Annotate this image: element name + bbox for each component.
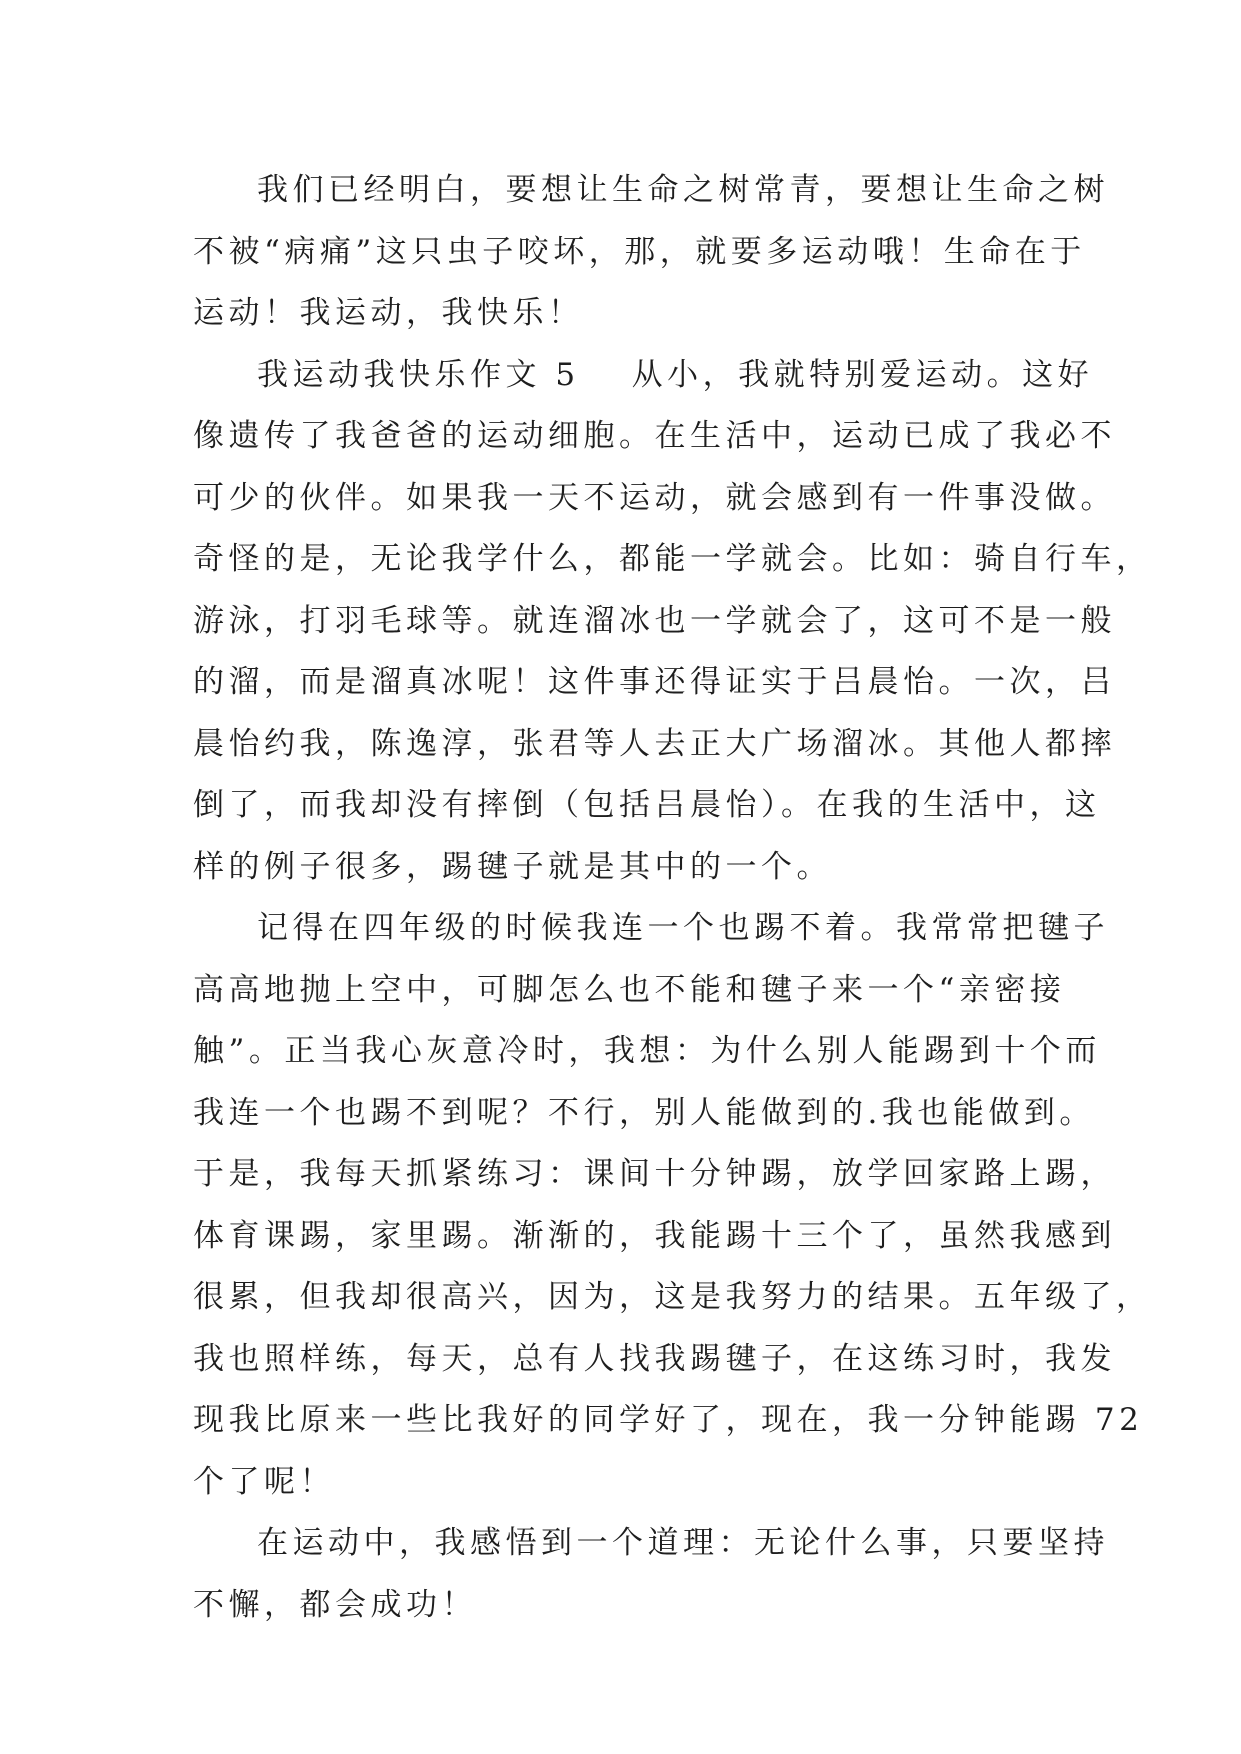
paragraph-3-line-3: 触”。正当我心灰意冷时，我想：为什么别人能踢到十个而 [193,1033,1101,1069]
paragraph-2-line-7: 倒了，而我却没有摔倒（包括吕晨怡）。在我的生活中，这 [193,787,1101,823]
paragraph-2-line-4: 游泳，打羽毛球等。就连溜冰也一学就会了，这可不是一般 [193,602,1116,639]
paragraph-4-line-1: 在运动中，我感悟到一个道理：无论什么事，只要坚持 [257,1525,1109,1561]
paragraph-1-line-1: 我们已经明白，要想让生命之树常青，要想让生命之树 [257,172,1109,208]
paragraph-3-line-1: 记得在四年级的时候我连一个也踢不着。我常常把毽子 [257,910,1109,946]
paragraph-3-line-2: 高高地抛上空中，可脚怎么也不能和毽子来一个“亲密接 [193,971,1066,1008]
paragraph-3-line-7: 很累，但我却很高兴，因为，这是我努力的结果。五年级了， [193,1279,1152,1315]
essay-heading-line [193,345,1094,407]
paragraph-3-line-4: 我连一个也踢不到呢？不行，别人能做到的.我也能做到。 [193,1094,1095,1131]
paragraph-3-line-5: 于是，我每天抓紧练习：课间十分钟踢，放学回家路上踢， [193,1156,1116,1192]
paragraph-4-line-2: 不懈，都会成功！ [193,1586,477,1623]
paragraph-1-line-2: 不被“病痛”这只虫子咬坏，那，就要多运动哦！生命在于 [193,233,1086,270]
paragraph-2-line-8: 样的例子很多，踢毽子就是其中的一个。 [193,848,832,885]
paragraph-3-line-9: 现我比原来一些比我好的同学好了，现在，我一分钟能踢 72 [193,1402,1144,1438]
paragraph-2-line-1: 像遗传了我爸爸的运动细胞。在生活中，运动已成了我必不 [193,418,1116,454]
paragraph-3-line-6: 体育课踢，家里踢。渐渐的，我能踢十三个了，虽然我感到 [193,1217,1116,1254]
paragraph-2-line-2: 可少的伙伴。如果我一天不运动，就会感到有一件事没做。 [193,479,1116,516]
paragraph-2-opening: 从小，我就特别爱运动。这好 [631,356,1094,393]
essay-heading: 我运动我快乐作文 5 [257,356,580,393]
paragraph-2-line-6: 晨怡约我，陈逸淳，张君等人去正大广场溜冰。其他人都摔 [193,725,1116,762]
paragraph-3-line-10: 个了呢！ [193,1463,335,1500]
paragraph-1-line-3: 运动！我运动，我快乐！ [193,295,584,331]
paragraph-2-line-5: 的溜，而是溜真冰呢！这件事还得证实于吕晨怡。一次，吕 [193,664,1116,700]
essay-body [193,160,1152,1636]
paragraph-2-line-3: 奇怪的是，无论我学什么，都能一学就会。比如：骑自行车， [193,541,1152,577]
paragraph-3-line-8: 我也照样练，每天，总有人找我踢毽子，在这练习时，我发 [193,1340,1116,1377]
